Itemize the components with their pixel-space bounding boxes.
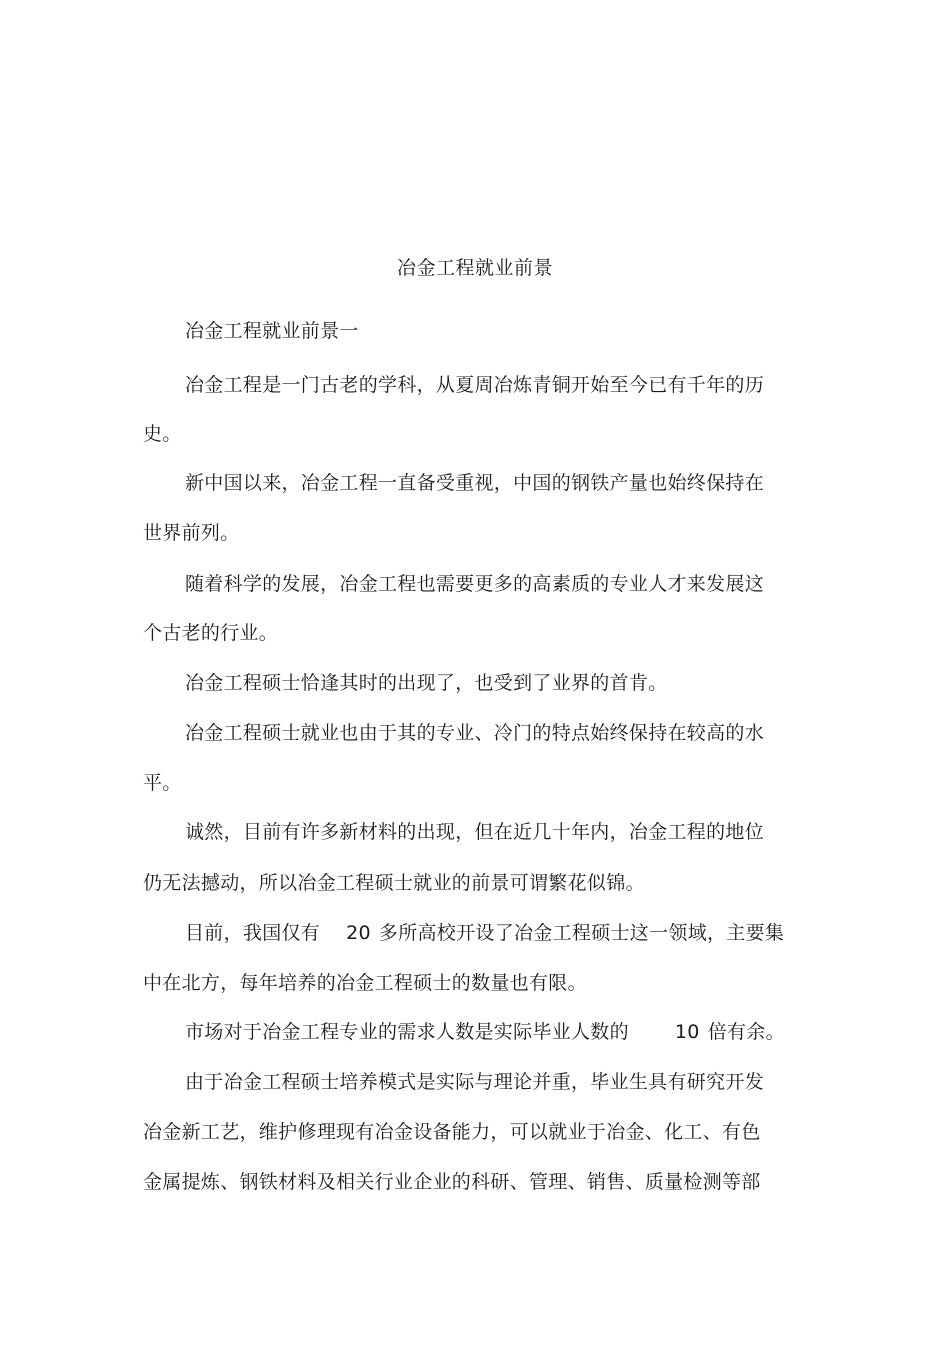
text-segment: 目前，我国仅有 <box>185 922 321 944</box>
paragraph-line: 史。 <box>143 423 182 445</box>
text-segment: 多所高校开设了冶金工程硕士这一领域，主要集 <box>378 922 785 944</box>
paragraph-line: 新中国以来，冶金工程一直备受重视，中国的钢铁产量也始终保持在 <box>185 472 765 494</box>
paragraph-line: 平。 <box>143 772 182 794</box>
paragraph-line: 仍无法撼动，所以冶金工程硕士就业的前景可谓繁花似锦。 <box>143 872 645 894</box>
paragraph-line: 冶金新工艺，维护修理现有冶金设备能力，可以就业于冶金、化工、有色 <box>143 1121 761 1143</box>
paragraph-line: 世界前列。 <box>143 522 240 544</box>
paragraph-line: 由于冶金工程硕士培养模式是实际与理论并重，毕业生具有研究开发 <box>185 1071 765 1093</box>
paragraph-line: 个古老的行业。 <box>143 622 279 644</box>
paragraph-line-with-number <box>185 1019 785 1045</box>
paragraph-line: 冶金工程就业前景一 <box>185 320 359 342</box>
paragraph-line-with-number <box>185 920 784 946</box>
paragraph-line: 随着科学的发展，冶金工程也需要更多的高素质的专业人才来发展这 <box>185 573 765 595</box>
document-title: 冶金工程就业前景 <box>396 257 553 279</box>
paragraph-line: 中在北方，每年培养的冶金工程硕士的数量也有限。 <box>143 972 587 994</box>
text-segment: 倍有余。 <box>707 1021 785 1043</box>
paragraph-line: 冶金工程是一门古老的学科，从夏周冶炼青铜开始至今已有千年的历 <box>185 374 765 396</box>
number-segment: 20 <box>346 922 371 944</box>
paragraph-line: 冶金工程硕士恰逢其时的出现了，也受到了业界的首肯。 <box>185 672 668 694</box>
paragraph-line: 诚然，目前有许多新材料的出现，但在近几十年内，冶金工程的地位 <box>185 821 765 843</box>
paragraph-line: 金属提炼、钢铁材料及相关行业企业的科研、管理、销售、质量检测等部 <box>143 1171 761 1193</box>
number-segment: 10 <box>674 1021 700 1043</box>
paragraph-line: 冶金工程硕士就业也由于其的专业、冷门的特点始终保持在较高的水 <box>185 722 765 744</box>
text-segment: 市场对于冶金工程专业的需求人数是实际毕业人数的 <box>185 1021 629 1043</box>
